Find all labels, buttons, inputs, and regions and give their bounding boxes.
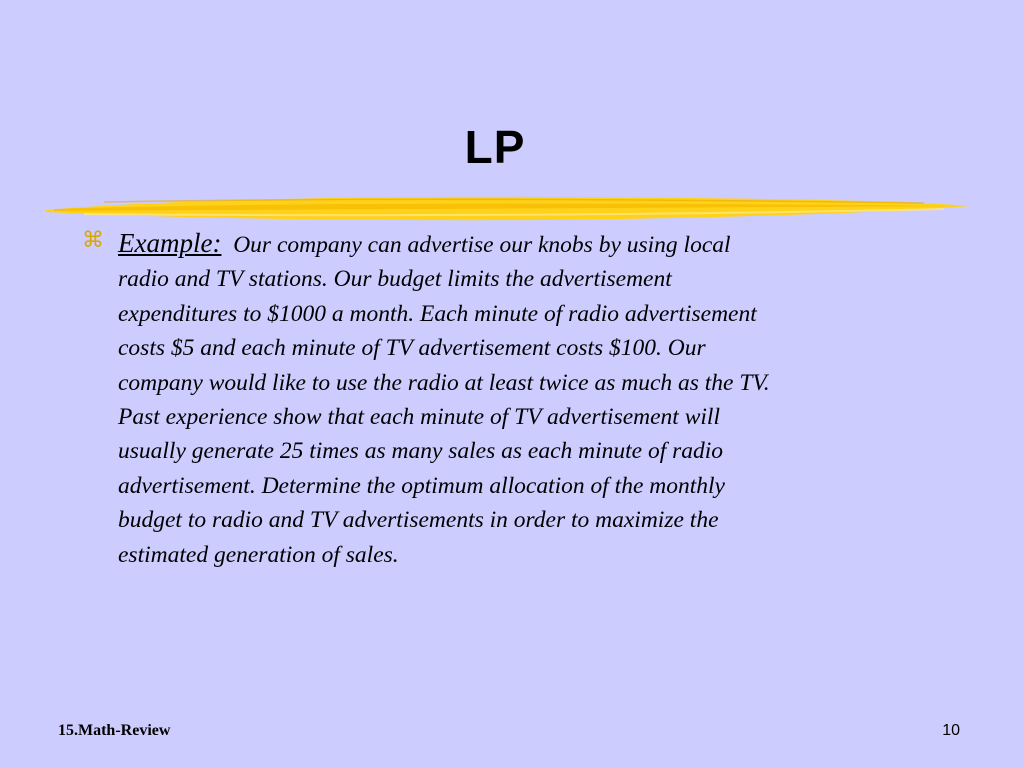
footer-course-label: 15.Math-Review xyxy=(58,722,171,739)
body-line-3: expenditures to $1000 a month. Each minute of radio advertisement xyxy=(118,300,757,327)
body-line-5: company would like to use the radio at least twice as much as the TV. xyxy=(118,369,770,396)
body-line-9: budget to radio and TV advertisements in order to maximize the xyxy=(118,507,719,534)
page-number: 10 xyxy=(942,722,960,739)
body-line-8: advertisement. Determine the optimum allocation of the monthly xyxy=(118,472,725,499)
command-key-icon: ⌘ xyxy=(82,228,104,253)
body-line-7: usually generate 25 times as many sales as each minute of radio xyxy=(118,438,724,465)
slide-title: LP xyxy=(464,121,526,173)
title-underline-brush xyxy=(44,190,972,230)
body-line-2: radio and TV stations. Our budget limits the advertisement xyxy=(118,266,672,293)
body-line-10: estimated generation of sales. xyxy=(118,541,399,568)
body-line-6: Past experience show that each minute of TV advertisement will xyxy=(118,404,720,431)
example-paragraph xyxy=(118,226,918,572)
body-line-4: costs $5 and each minute of TV advertisement costs $100. Our xyxy=(118,335,706,362)
body-line-1: Example: Our company can advertise our knobs by using local xyxy=(118,228,731,258)
example-label: Example: xyxy=(118,228,222,258)
